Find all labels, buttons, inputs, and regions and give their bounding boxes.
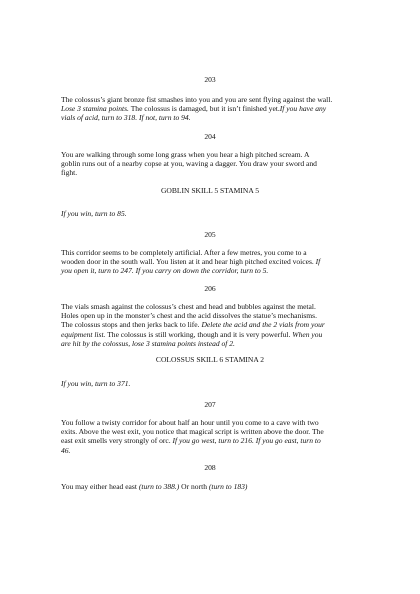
italic-run: (turn to 183) <box>208 482 248 491</box>
text-line <box>61 311 364 320</box>
section-206-outcome: If you win, turn to 371. <box>61 379 131 388</box>
section-207-text <box>61 418 364 455</box>
text-line <box>61 150 364 159</box>
text-line <box>61 95 364 104</box>
text-line <box>61 113 364 122</box>
text-run: The colossus is damaged, but it isn’t finished yet. <box>128 104 280 114</box>
text-line <box>61 482 364 491</box>
italic-run: Delete the acid and the 2 vials from your <box>201 320 325 330</box>
text-line <box>61 330 364 339</box>
italic-run: When you <box>292 329 323 339</box>
italic-run: Lose 3 stamina points. <box>61 104 129 114</box>
text-run: goblin runs out of a nearby copse at you, waving a dagger. You draw your sword and <box>61 159 317 169</box>
italic-run: If <box>315 257 321 267</box>
section-number-205: 205 <box>204 230 216 239</box>
text-line <box>61 320 364 329</box>
text-run: The colossus stops and then jerks back to life. <box>61 320 202 330</box>
text-run: The colossus is still working, though and it is very powerful. <box>105 329 293 339</box>
text-line <box>61 168 364 177</box>
colossus-stat-line: COLOSSUS SKILL 6 STAMINA 2 <box>155 355 265 364</box>
section-204-outcome: If you win, turn to 85. <box>61 209 127 218</box>
goblin-stat-line: GOBLIN SKILL 5 STAMINA 5 <box>160 186 260 195</box>
italic-run: (turn to 388.) <box>138 482 180 491</box>
text-run: You follow a twisty corridor for about half an hour until you come to a cave with two <box>61 418 319 427</box>
text-run: This corridor seems to be completely artificial. After a few metres, you come to a <box>61 248 307 257</box>
text-run: wooden door in the south wall. You listen at it and hear high pitched excited voices. <box>61 257 316 267</box>
section-number-207: 207 <box>204 400 216 409</box>
text-line <box>61 339 364 348</box>
text-run: The vials smash against the colossus’s chest and head and bubbles against the metal. <box>61 302 316 311</box>
text-run: You are walking through some long grass when you hear a high pitched scream. A <box>61 150 310 159</box>
italic-run: are hit by the colossus, lose 3 stamina points instead of 2. <box>61 338 235 348</box>
italic-run: If you have any <box>279 104 327 114</box>
section-number-203: 203 <box>204 75 216 84</box>
text-line <box>61 104 364 113</box>
text-line <box>61 257 364 266</box>
text-line <box>61 418 364 427</box>
text-line <box>61 436 364 445</box>
italic-run: 46. <box>61 445 71 455</box>
text-line <box>61 248 364 257</box>
text-line <box>61 302 364 311</box>
text-line <box>61 266 364 275</box>
italic-run: vials of acid, turn to 318. If not, turn to 94. <box>61 113 191 123</box>
text-run: The colossus’s giant bronze fist smashes into you and you are sent flying against the wall. <box>61 95 333 104</box>
text-line <box>61 427 364 436</box>
text-run: exits. Above the west exit, you notice that magical script is written above the door. The <box>61 427 324 437</box>
section-203-text <box>61 95 364 123</box>
text-run: Holes open up in the monster’s chest and the acid dissolves the statue’s mechanisms. <box>61 311 317 321</box>
text-run: You may either head east <box>61 482 139 491</box>
section-number-208: 208 <box>204 463 216 472</box>
italic-run: you open it, turn to 247. If you carry on down the corridor, turn to 5. <box>61 266 269 276</box>
italic-run: equipment list. <box>61 329 106 339</box>
section-206-text <box>61 302 364 348</box>
text-run: fight. <box>61 168 78 178</box>
section-number-206: 206 <box>204 284 216 293</box>
text-run: Or north <box>179 482 209 491</box>
text-run: east exit smells very strongly of orc. <box>61 436 173 446</box>
text-line <box>61 446 364 455</box>
section-208-text <box>61 482 364 491</box>
italic-run: If you go west, turn to 216. If you go east, turn to <box>172 436 321 446</box>
section-205-text <box>61 248 364 276</box>
section-204-text <box>61 150 364 178</box>
text-line <box>61 159 364 168</box>
section-number-204: 204 <box>204 132 216 141</box>
